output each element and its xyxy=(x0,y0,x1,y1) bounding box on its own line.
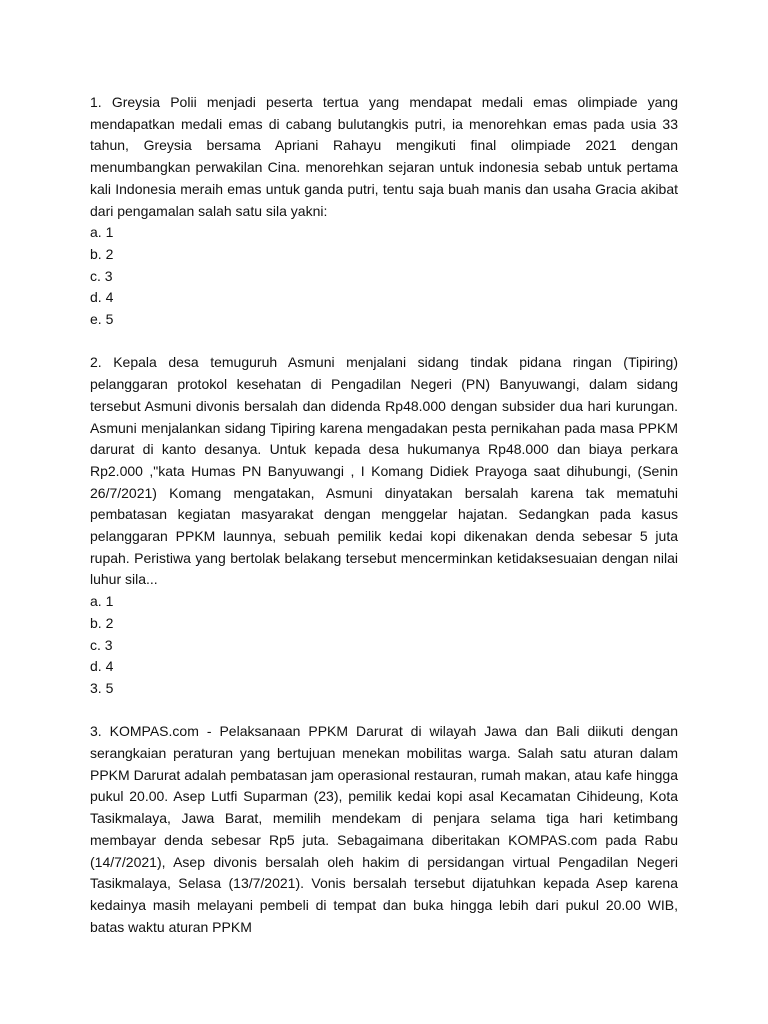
question-2-options xyxy=(90,591,678,700)
option-1-b: b. 2 xyxy=(90,245,114,262)
option-1-e: e. 5 xyxy=(90,311,114,328)
option-1-c: c. 3 xyxy=(90,267,113,284)
question-2 xyxy=(90,352,678,699)
question-3 xyxy=(90,721,678,938)
question-2-text: 2. Kepala desa temuguruh Asmuni menjalani sidang tindak pidana ringan (Tipiring) pelanggaran protokol kesehatan di Pengadilan Negeri (PN) Banyuwangi, dalam sidang tersebut Asmuni divonis bersalah dan didenda Rp48.000 dengan subsider dua hari kurungan. Asmuni menjalankan sidang Tipiring karena mengadakan pesta pernikahan pada masa PPKM darurat di kanto desanya. Untuk kepada desa hukumanya Rp48.000 dan biaya perkara Rp2.000 ,"kata Humas PN Banyuwangi , I Komang Didiek Prayoga saat dihubungi, (Senin 26/7/2021) Komang mengatakan, Asmuni dinyatakan bersalah karena tak mematuhi pembatasan kegiatan masyarakat dengan menggelar hajatan. Sedangkan pada kasus pelanggaran PPKM launnya, sebuah pemilik kedai kopi dikenakan denda sebesar 5 juta rupah. Peristiwa yang bertolak belakang tersebut mencerminkan ketidaksesuaian dengan nilai luhur sila... xyxy=(90,354,678,588)
question-1-options xyxy=(90,222,678,331)
option-2-d: d. 4 xyxy=(90,658,114,675)
option-2-b: b. 2 xyxy=(90,614,114,631)
question-1-text: 1. Greysia Polii menjadi peserta tertua yang mendapat medali emas olimpiade yang mendapatkan medali emas di cabang bulutangkis putri, ia menorehkan emas pada usia 33 tahun, Greysia bersama Apriani Rahayu mengikuti final olimpiade 2021 dengan menumbangkan perwakilan Cina. menorehkan sejaran untuk indonesia sebab untuk pertama kali Indonesia meraih emas untuk ganda putri, tentu saja buah manis dan usaha Gracia akibat dari pengamalan salah satu sila yakni: xyxy=(90,94,678,219)
option-1-a: a. 1 xyxy=(90,224,114,241)
option-1-d: d. 4 xyxy=(90,289,114,306)
question-1 xyxy=(90,92,678,331)
option-2-c: c. 3 xyxy=(90,636,113,653)
option-2-a: a. 1 xyxy=(90,593,114,610)
question-3-text: 3. KOMPAS.com - Pelaksanaan PPKM Darurat di wilayah Jawa dan Bali diikuti dengan serangkaian peraturan yang bertujuan menekan mobilitas warga. Salah satu aturan dalam PPKM Darurat adalah pembatasan jam operasional restauran, rumah makan, atau kafe hingga pukul 20.00. Asep Lutfi Suparman (23), pemilik kedai kopi asal Kecamatan Cihideung, Kota Tasikmalaya, Jawa Barat, memilih mendekam di penjara selama tiga hari ketimbang membayar denda sebesar Rp5 juta. Sebagaimana diberitakan KOMPAS.com pada Rabu (14/7/2021), Asep divonis bersalah oleh hakim di persidangan virtual Pengadilan Negeri Tasikmalaya, Selasa (13/7/2021). Vonis bersalah tersebut dijatuhkan kepada Asep karena kedainya masih melayani pembeli di tempat dan buka hingga lebih dari pukul 20.00 WIB, batas waktu aturan PPKM xyxy=(90,723,678,935)
option-2-e: 3. 5 xyxy=(90,679,114,696)
